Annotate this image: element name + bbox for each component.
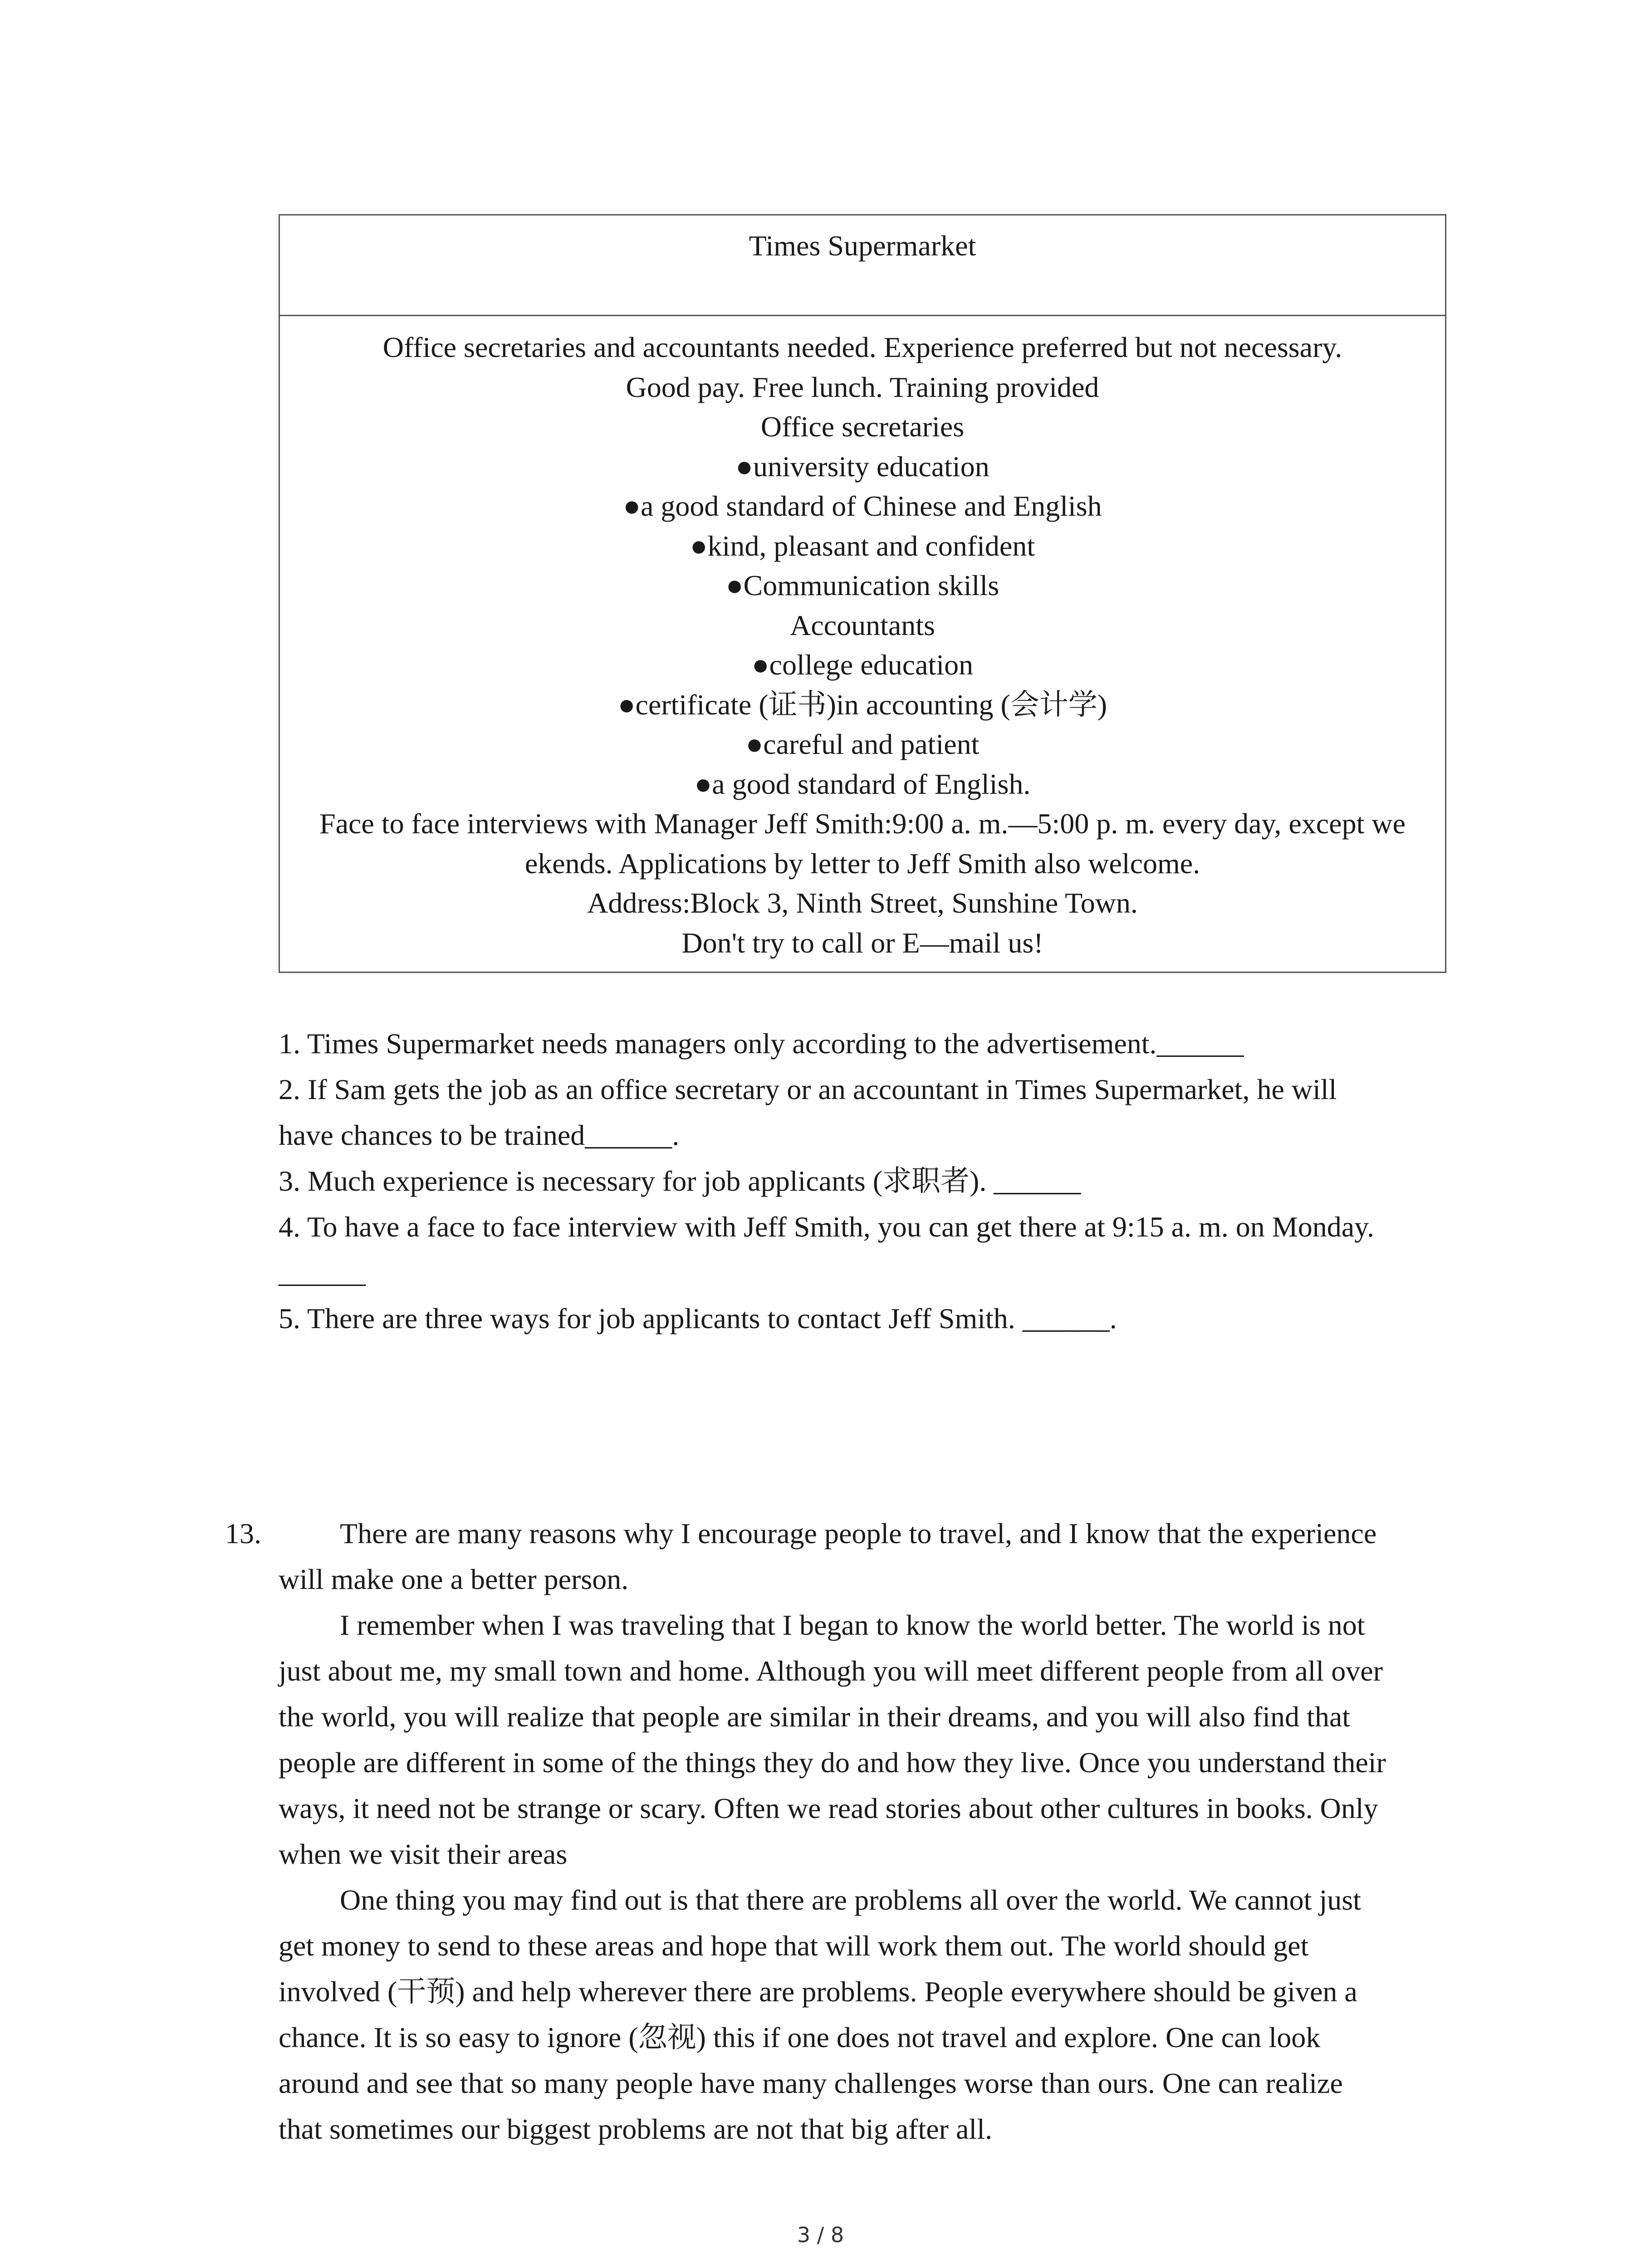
ad-line: Don't try to call or E—mail us! xyxy=(681,926,1043,959)
ad-line: ●careful and patient xyxy=(745,728,980,760)
passage-line: people are different in some of the things they do and how they live. Once you understand their xyxy=(279,1746,1386,1779)
passage-line: that sometimes our biggest problems are not that big after all. xyxy=(279,2113,992,2145)
passage-line: just about me, my small town and home. Although you will meet different people from all over xyxy=(279,1655,1383,1687)
question-2-line-1: 2. If Sam gets the job as an office secretary or an accountant in Times Supermarket, he will xyxy=(279,1073,1337,1105)
advertisement-body xyxy=(280,316,1445,972)
ad-line: ●kind, pleasant and confident xyxy=(690,529,1035,562)
question-2-line-2: have chances to be trained______. xyxy=(279,1119,680,1151)
passage-line: There are many reasons why I encourage people to travel, and I know that the experience xyxy=(340,1517,1377,1549)
passage-line: around and see that so many people have many challenges worse than ours. One can realize xyxy=(279,2067,1343,2099)
passage-line: get money to send to these areas and hope that will work them out. The world should get xyxy=(279,1930,1309,1962)
passage-line: I remember when I was traveling that I began to know the world better. The world is not xyxy=(340,1609,1365,1641)
question-number: 13. xyxy=(225,1517,261,1549)
ad-line: ●certificate (证书)in accounting (会计学) xyxy=(617,688,1107,721)
page-number: 3 / 8 xyxy=(797,2223,844,2247)
ad-line: Office secretaries xyxy=(760,411,965,443)
question-3: 3. Much experience is necessary for job applicants (求职者). ______ xyxy=(279,1165,1081,1197)
advertisement-title: Times Supermarket xyxy=(280,215,1445,316)
question-4-line-1: 4. To have a face to face interview with Jeff Smith, you can get there at 9:15 a. m. on Monday. xyxy=(279,1211,1374,1243)
ad-line: ekends. Applications by letter to Jeff Smith also welcome. xyxy=(524,847,1200,880)
passage-line: the world, you will realize that people are similar in their dreams, and you will also find that xyxy=(279,1701,1350,1733)
ad-line: ●a good standard of Chinese and English xyxy=(623,490,1102,522)
ad-line: ●college education xyxy=(751,649,974,681)
passage-line: ways, it need not be strange or scary. Often we read stories about other cultures in books. Only xyxy=(279,1792,1378,1824)
reading-passage-13 xyxy=(225,1510,1450,2152)
ad-line: Address:Block 3, Ninth Street, Sunshine Town. xyxy=(587,887,1138,919)
advertisement-table xyxy=(279,214,1446,973)
passage-line: will make one a better person. xyxy=(279,1563,629,1595)
ad-line: Good pay. Free lunch. Training provided xyxy=(626,371,1099,403)
ad-line: ●a good standard of English. xyxy=(694,767,1031,800)
passage-line: chance. It is so easy to ignore (忽视) this if one does not travel and explore. One can look xyxy=(279,2021,1321,2053)
ad-line: ●Communication skills xyxy=(725,569,999,601)
ad-line: ●university education xyxy=(735,450,989,483)
question-1: 1. Times Supermarket needs managers only according to the advertisement.______ xyxy=(279,1027,1244,1060)
ad-line: Office secretaries and accountants needed. Experience preferred but not necessary. xyxy=(382,331,1342,363)
passage-line: One thing you may find out is that there are problems all over the world. We cannot just xyxy=(340,1884,1361,1916)
question-5: 5. There are three ways for job applicants to contact Jeff Smith. ______. xyxy=(279,1302,1117,1334)
ad-line: Face to face interviews with Manager Jeff Smith:9:00 a. m.—5:00 p. m. every day, except we xyxy=(319,807,1406,840)
true-false-questions xyxy=(279,1021,1449,1341)
ad-line: Accountants xyxy=(790,609,935,641)
passage-body xyxy=(279,1510,1449,2152)
question-4-line-2: ______ xyxy=(279,1256,366,1289)
passage-line: involved (干预) and help wherever there are problems. People everywhere should be given a xyxy=(279,1975,1357,2008)
passage-line: when we visit their areas xyxy=(279,1838,568,1870)
